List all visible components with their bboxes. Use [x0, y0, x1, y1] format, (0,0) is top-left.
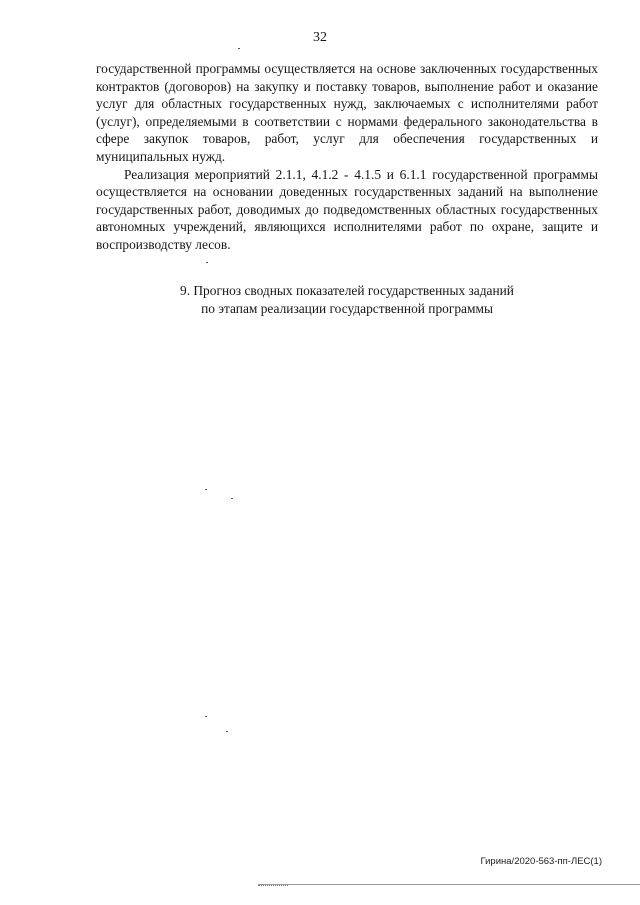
scan-speck	[226, 731, 228, 732]
section-heading-line2: по этапам реализации государственной программы	[201, 300, 493, 316]
document-code: Гирина/2020-563-пп-ЛЕС(1)	[480, 856, 602, 867]
scan-speck	[206, 262, 208, 263]
scan-speck	[205, 716, 207, 717]
bottom-rule	[258, 884, 640, 885]
scan-speck	[231, 498, 233, 499]
scan-speck	[238, 48, 240, 49]
page-number: 32	[313, 30, 327, 45]
paragraph-state-assignments: Реализация мероприятий 2.1.1, 4.1.2 - 4.1.5 и 6.1.1 государственной программы осуществляется на основании доведенных государственных заданий на выполнение государственных работ, доводимых до подведомственных областных государственных автономных учреждений, являющихся исполнителями работ по охране, защите и воспроизводству лесов.	[96, 166, 598, 252]
scan-speck	[205, 489, 207, 490]
body-text	[96, 60, 598, 254]
section-heading-line1: 9. Прогноз сводных показателей государственных заданий	[180, 283, 514, 298]
section-heading	[96, 282, 598, 317]
bottom-dots	[258, 885, 288, 887]
paragraph-contracts: государственной программы осуществляется на основе заключенных государственных контрактов (договоров) на закупку и поставку товаров, выполнение работ и оказание услуг для областных государственных нужд, заключаемых с исполнителями работ (услуг), определяемыми в соответствии с нормами федерального законодательства в сфере закупок товаров, работ, услуг для обеспечения государственных и муниципальных нужд.	[96, 61, 598, 164]
